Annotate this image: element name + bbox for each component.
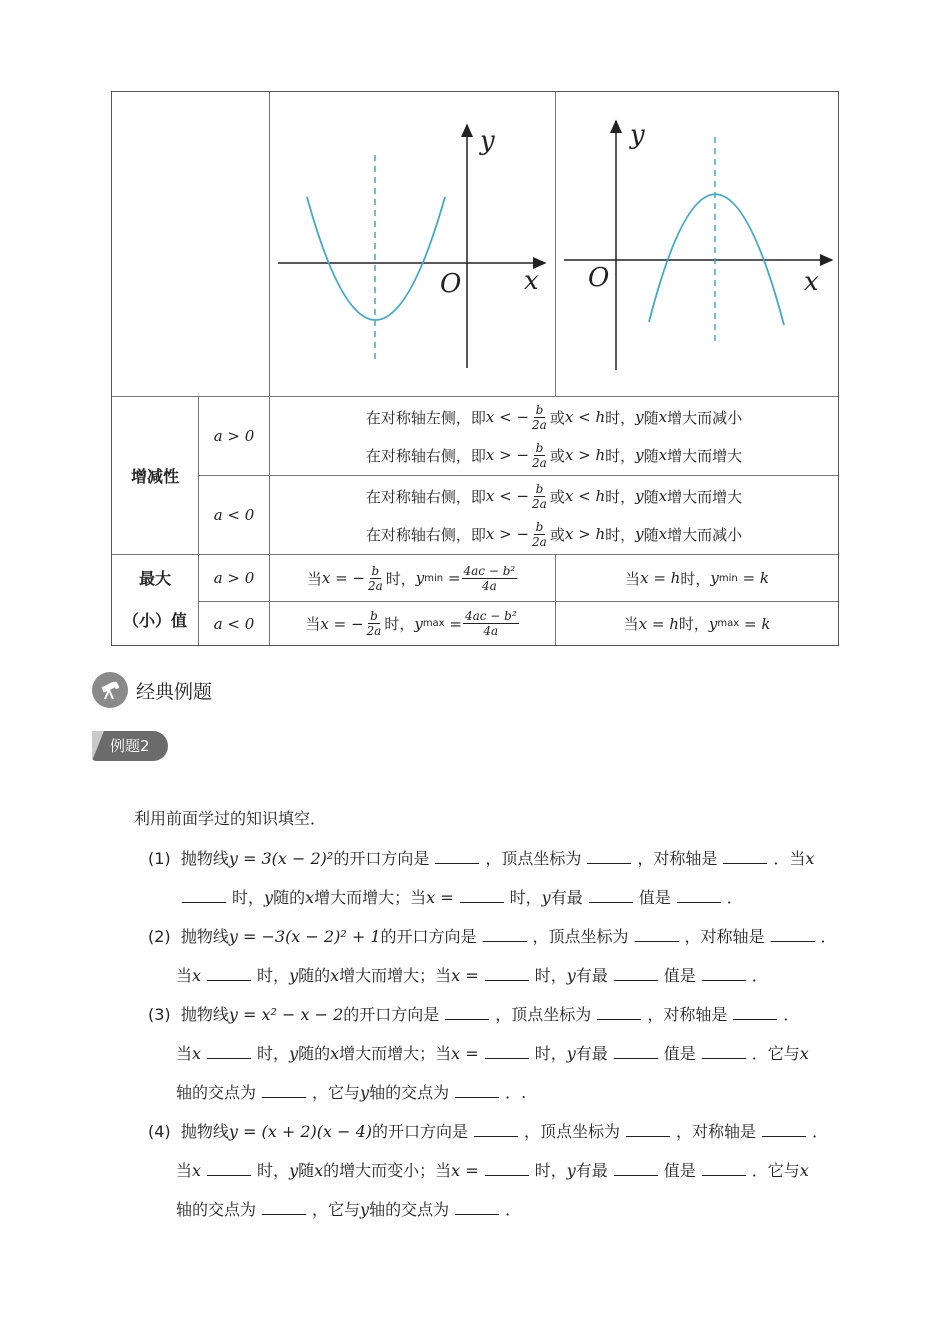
text: 值是	[663, 966, 696, 985]
var-x: x	[485, 446, 495, 464]
origin-label: O	[588, 263, 610, 293]
properties-table	[111, 91, 839, 646]
var-x: x	[799, 1044, 809, 1063]
var-y: y	[566, 966, 576, 985]
var-x: x	[305, 888, 315, 907]
extreme-max-vertex	[556, 602, 838, 645]
numerator: b	[535, 481, 544, 496]
var-k: k	[759, 569, 769, 587]
fraction	[530, 403, 549, 432]
text: 值是	[638, 888, 671, 907]
text: 当	[625, 569, 641, 588]
operator: >	[578, 446, 591, 464]
parabola-curve	[307, 197, 445, 320]
var-x: x	[320, 614, 329, 633]
var-y: y	[360, 1083, 370, 1102]
text: 时，	[605, 525, 636, 544]
text: 时，	[605, 446, 636, 465]
question-4-line-2	[176, 1158, 809, 1181]
text: 增大而增大	[667, 487, 743, 506]
answer-blank[interactable]	[262, 1200, 306, 1215]
text: 随	[298, 1161, 315, 1180]
var-y: y	[635, 408, 644, 426]
var-y: y	[566, 1044, 576, 1063]
answer-blank[interactable]	[733, 1005, 777, 1020]
var-h: h	[669, 614, 679, 633]
operator: =	[653, 569, 666, 587]
text: ．它与	[751, 1161, 800, 1180]
answer-blank[interactable]	[485, 1161, 529, 1176]
text: ．它与	[751, 1044, 800, 1063]
text: 抛物线	[180, 849, 229, 868]
denominator: 2a	[532, 534, 547, 549]
text: ，对称轴是	[637, 849, 718, 868]
text: ，顶点坐标为	[524, 1122, 621, 1141]
text: ．当	[773, 849, 806, 868]
text: 时，	[257, 966, 290, 985]
var-x: x	[192, 966, 202, 985]
text: 增大而增大	[667, 446, 743, 465]
var-x: x	[485, 525, 495, 543]
text: 或	[549, 446, 565, 465]
question-3-line-1	[148, 1002, 799, 1025]
cond-a-negative: a < 0	[213, 614, 255, 633]
answer-blank[interactable]	[485, 1044, 529, 1059]
text: 时，	[509, 888, 542, 907]
text: ．	[726, 888, 743, 907]
text: 随	[643, 408, 659, 427]
numerator: b	[371, 563, 380, 578]
var-y: y	[635, 487, 644, 505]
text: 增大而增大；当	[314, 888, 427, 907]
text: 增大而增大；当	[339, 966, 452, 985]
text: 有最	[575, 1044, 608, 1063]
answer-blank[interactable]	[677, 888, 721, 903]
var-h: h	[595, 525, 606, 543]
text: 时，	[257, 1161, 290, 1180]
text: 增大而增大；当	[339, 1044, 452, 1063]
fraction	[366, 564, 385, 593]
question-number: (4)	[148, 1122, 171, 1141]
monotonic-a-neg-line2	[270, 515, 838, 553]
answer-blank[interactable]	[207, 1044, 251, 1059]
numerator: 4ac − b²	[463, 563, 516, 578]
answer-blank[interactable]	[771, 927, 815, 942]
formula: y = x² − x − 2	[228, 1005, 344, 1024]
var-x: x	[658, 525, 668, 543]
answer-blank[interactable]	[485, 966, 529, 981]
formula: x =	[451, 1044, 479, 1063]
answer-blank[interactable]	[597, 1005, 641, 1020]
text: 时，	[257, 1044, 290, 1063]
var-y: y	[566, 1161, 576, 1180]
text: 随	[643, 446, 659, 465]
denominator: 2a	[366, 624, 382, 638]
question-number: (3)	[148, 1005, 171, 1024]
var-x: x	[314, 1161, 324, 1180]
text: 当	[305, 615, 321, 633]
var-x: x	[192, 1161, 202, 1180]
text: ，顶点坐标为	[495, 1005, 592, 1024]
text: 在对称轴左侧，即	[365, 408, 486, 427]
telescope-icon	[92, 672, 128, 708]
operator: = −	[333, 614, 364, 633]
denominator: 4a	[483, 624, 499, 638]
text: 值是	[663, 1044, 696, 1063]
var-y: y	[264, 888, 274, 907]
question-2-line-2	[176, 963, 768, 986]
answer-blank[interactable]	[455, 1083, 499, 1098]
monotonic-a-pos-left	[270, 398, 838, 436]
text: ，顶点坐标为	[485, 849, 582, 868]
text: 轴的交点为	[369, 1083, 450, 1102]
text: 当	[176, 966, 193, 985]
text: 轴的交点为	[176, 1083, 257, 1102]
denominator: 4a	[481, 578, 497, 593]
var-y: y	[289, 1161, 299, 1180]
numerator: 4ac − b²	[464, 609, 517, 623]
example-tag	[92, 731, 168, 761]
text: 增大而减小	[667, 525, 743, 544]
answer-blank[interactable]	[474, 1122, 518, 1137]
text: 随	[643, 525, 659, 544]
numerator: b	[535, 519, 544, 534]
text: 的开口方向是	[380, 927, 477, 946]
question-3-line-2	[176, 1041, 809, 1064]
x-axis-label: x	[524, 266, 539, 296]
text: 随的	[273, 888, 306, 907]
var-x: x	[658, 408, 668, 426]
var-y: y	[289, 1044, 299, 1063]
question-4-line-1	[148, 1119, 828, 1142]
question-2-line-1	[148, 924, 837, 947]
text: ，对称轴是	[647, 1005, 728, 1024]
var-x: x	[485, 408, 495, 426]
text: ．	[505, 1200, 522, 1219]
var-y: y	[415, 569, 425, 587]
text: 当	[176, 1161, 193, 1180]
numerator: b	[370, 609, 378, 623]
text: 随的	[298, 966, 331, 985]
question-number: (2)	[148, 927, 171, 946]
answer-blank[interactable]	[614, 966, 658, 981]
fraction	[365, 609, 384, 638]
question-1-line-1	[148, 846, 814, 869]
formula: y = 3(x − 2)²	[228, 849, 334, 868]
answer-blank[interactable]	[702, 1044, 746, 1059]
question-1-line-2	[176, 885, 743, 908]
intro-text: 利用前面学过的知识填空．	[134, 809, 327, 828]
fraction	[530, 520, 549, 549]
operator: =	[743, 614, 757, 633]
var-x: x	[192, 1044, 202, 1063]
example-label: 例题2	[110, 737, 150, 755]
var-x: x	[330, 966, 340, 985]
text: 的开口方向是	[343, 1005, 440, 1024]
extreme-min-general	[270, 555, 555, 601]
text: ．.	[505, 1083, 527, 1102]
answer-blank[interactable]	[207, 1161, 251, 1176]
x-axis-label: x	[804, 267, 819, 297]
text: 时，	[534, 966, 567, 985]
text: 随的	[298, 1044, 331, 1063]
text: ．	[820, 927, 837, 946]
var-y: y	[710, 569, 719, 587]
answer-blank[interactable]	[626, 1122, 670, 1137]
text: ，对称轴是	[684, 927, 765, 946]
row-title-line2: （小）值	[122, 611, 187, 630]
answer-blank[interactable]	[445, 1005, 489, 1020]
row-title-extreme	[112, 555, 198, 645]
var-y: y	[414, 614, 423, 633]
text: 时，	[534, 1161, 567, 1180]
subscript: min	[424, 572, 444, 584]
y-axis-label: y	[480, 126, 495, 156]
operator: < −	[499, 487, 530, 505]
subscript: min	[718, 572, 738, 584]
text: 时，	[678, 615, 709, 633]
answer-blank[interactable]	[460, 888, 504, 903]
answer-blank[interactable]	[614, 1161, 658, 1176]
var-x: x	[564, 408, 574, 426]
var-k: k	[761, 614, 771, 633]
cond-a-positive: a > 0	[213, 427, 255, 445]
answer-blank[interactable]	[587, 849, 631, 864]
text: 轴的交点为	[176, 1200, 257, 1219]
answer-blank[interactable]	[435, 849, 479, 864]
extreme-min-vertex	[556, 555, 838, 601]
table-rule	[198, 475, 838, 476]
var-x: x	[321, 569, 331, 587]
var-y: y	[360, 1200, 370, 1219]
monotonic-a-neg-line1	[270, 477, 838, 515]
operator: = −	[335, 569, 365, 587]
var-x: x	[658, 487, 668, 505]
var-h: h	[595, 487, 606, 505]
text: 的增大而变小；当	[323, 1161, 452, 1180]
answer-blank[interactable]	[635, 927, 679, 942]
answer-blank[interactable]	[262, 1083, 306, 1098]
fraction	[462, 564, 518, 593]
text: 的开口方向是	[372, 1122, 469, 1141]
denominator: 2a	[532, 496, 547, 511]
denominator: 2a	[532, 417, 547, 432]
text: ，它与	[312, 1083, 361, 1102]
text: 时，	[385, 569, 416, 588]
cond-a-negative: a < 0	[213, 506, 255, 524]
text: ．	[812, 1122, 829, 1141]
var-x: x	[805, 849, 815, 868]
var-y: y	[635, 446, 644, 464]
graph-upward-parabola	[270, 93, 555, 396]
fraction	[530, 441, 549, 470]
answer-blank[interactable]	[207, 966, 251, 981]
var-x: x	[799, 1161, 809, 1180]
numerator: b	[535, 440, 544, 455]
text: 抛物线	[180, 1005, 229, 1024]
answer-blank[interactable]	[762, 1122, 806, 1137]
question-number: (1)	[148, 849, 171, 868]
text: 在对称轴右侧，即	[365, 446, 486, 465]
answer-blank[interactable]	[182, 888, 226, 903]
var-x: x	[485, 487, 495, 505]
text: 抛物线	[180, 1122, 229, 1141]
numerator: b	[535, 402, 544, 417]
text: 当	[306, 569, 322, 588]
denominator: 2a	[367, 578, 383, 593]
var-h: h	[595, 446, 606, 464]
text: 在对称轴右侧，即	[365, 525, 486, 544]
row-title-line1: 最大	[138, 569, 171, 588]
answer-blank[interactable]	[614, 1044, 658, 1059]
text: ．	[751, 966, 768, 985]
section-title: 经典例题	[136, 680, 213, 703]
text: ，对称轴是	[676, 1122, 757, 1141]
var-y: y	[541, 888, 551, 907]
question-4-line-3	[176, 1197, 521, 1220]
text: 有最	[575, 1161, 608, 1180]
text: 时，	[384, 615, 415, 633]
var-x: x	[658, 446, 668, 464]
text: 随	[643, 487, 659, 506]
text: 轴的交点为	[369, 1200, 450, 1219]
var-x: x	[564, 446, 574, 464]
formula: x =	[426, 888, 454, 907]
text: 当	[176, 1044, 193, 1063]
text: 时，	[605, 487, 636, 506]
operator: >	[578, 525, 591, 543]
var-x: x	[564, 487, 574, 505]
answer-blank[interactable]	[702, 1161, 746, 1176]
text: 有最	[575, 966, 608, 985]
var-y: y	[708, 614, 718, 633]
text: 在对称轴右侧，即	[365, 487, 486, 506]
text: ，顶点坐标为	[532, 927, 629, 946]
text: 或	[549, 408, 565, 427]
text: 或	[549, 525, 565, 544]
denominator: 2a	[532, 455, 547, 470]
operator: > −	[499, 525, 530, 543]
text: 值是	[663, 1161, 696, 1180]
operator: =	[651, 614, 665, 633]
text: 的开口方向是	[333, 849, 430, 868]
cond-a-positive: a > 0	[213, 569, 255, 587]
text: 或	[549, 487, 565, 506]
extreme-max-general	[270, 602, 555, 645]
fraction	[530, 482, 549, 511]
var-x: x	[564, 525, 574, 543]
answer-blank[interactable]	[723, 849, 767, 864]
row-title-monotonicity: 增减性	[130, 467, 179, 486]
formula: y = −3(x − 2)² + 1	[228, 927, 381, 946]
var-y: y	[635, 525, 644, 543]
tag-corner	[92, 731, 104, 761]
operator: <	[578, 408, 591, 426]
monotonic-a-pos-right	[270, 436, 838, 474]
operator: =	[449, 614, 462, 633]
text: 时，	[605, 408, 636, 427]
text: 抛物线	[180, 927, 229, 946]
text: 时，	[534, 1044, 567, 1063]
operator: <	[578, 487, 591, 505]
var-y: y	[289, 966, 299, 985]
text: 时，	[232, 888, 265, 907]
var-h: h	[595, 408, 606, 426]
text: ．	[783, 1005, 800, 1024]
y-axis-label: y	[630, 120, 645, 150]
text: 增大而减小	[667, 408, 743, 427]
var-x: x	[640, 569, 649, 587]
text: ，它与	[312, 1200, 361, 1219]
operator: < −	[499, 408, 530, 426]
formula: x =	[451, 1161, 479, 1180]
answer-blank[interactable]	[589, 888, 633, 903]
text: 当	[623, 615, 639, 633]
section-header	[92, 672, 212, 708]
answer-blank[interactable]	[483, 927, 527, 942]
subscript: max	[717, 618, 740, 629]
operator: =	[447, 569, 461, 587]
operator: =	[742, 569, 756, 587]
answer-blank[interactable]	[702, 966, 746, 981]
var-x: x	[638, 614, 648, 633]
operator: > −	[499, 446, 530, 464]
subscript: max	[422, 618, 445, 629]
answer-blank[interactable]	[455, 1200, 499, 1215]
question-3-line-3	[176, 1080, 526, 1103]
origin-label: O	[440, 269, 462, 299]
text: 有最	[550, 888, 583, 907]
text: 时，	[680, 569, 711, 588]
formula: y = (x + 2)(x − 4)	[228, 1122, 373, 1141]
var-x: x	[330, 1044, 340, 1063]
fraction	[463, 609, 519, 638]
graph-downward-parabola	[556, 93, 838, 396]
formula: x =	[451, 966, 479, 985]
var-h: h	[670, 569, 681, 587]
